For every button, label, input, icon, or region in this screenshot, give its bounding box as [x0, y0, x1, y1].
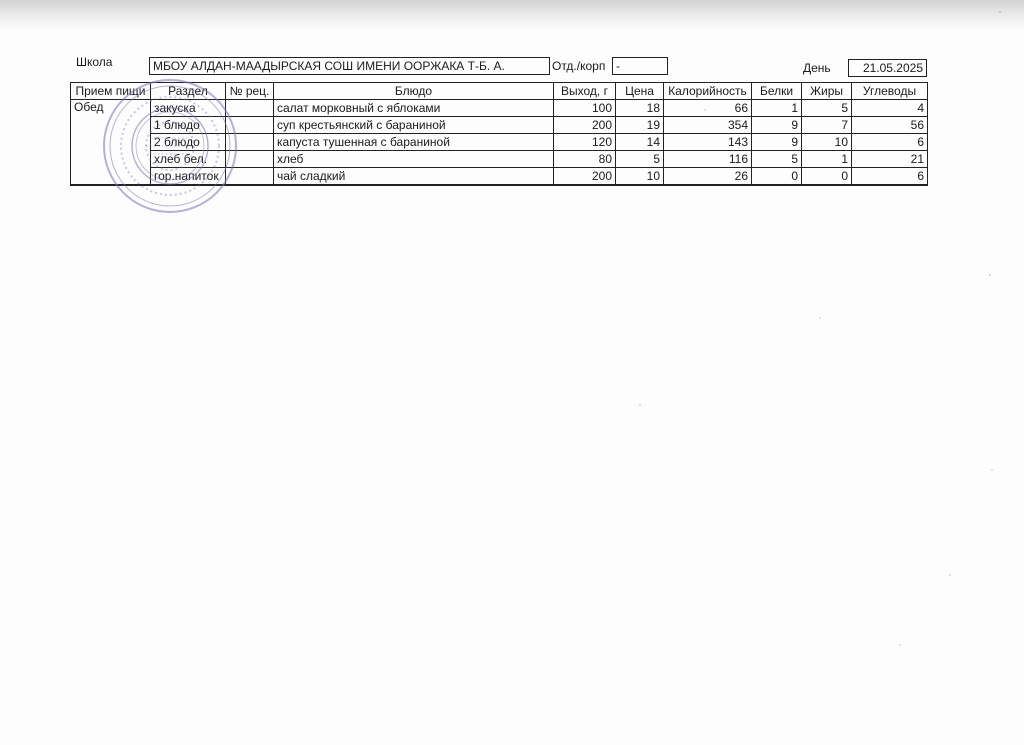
section-cell: 1 блюдо: [151, 117, 226, 134]
carbs-cell: 4: [852, 100, 928, 117]
table-row: [71, 151, 928, 168]
price-cell: 14: [616, 134, 664, 151]
col-header-dish: Блюдо: [274, 83, 554, 100]
price-cell: 19: [616, 117, 664, 134]
col-header-protein: Белки: [752, 83, 802, 100]
carbs-cell: 21: [852, 151, 928, 168]
dish-cell: капуста тушенная с бараниной: [274, 134, 554, 151]
price-cell: 10: [616, 168, 664, 186]
carbs-cell: 6: [852, 168, 928, 186]
carbs-cell: 6: [852, 134, 928, 151]
fat-cell: 5: [802, 100, 852, 117]
carbs-cell: 56: [852, 117, 928, 134]
section-cell: гор.напиток: [151, 168, 226, 186]
school-label: Школа: [76, 55, 113, 69]
dept-label: Отд./корп: [552, 59, 606, 73]
protein-cell: 9: [752, 134, 802, 151]
table-row: [71, 117, 928, 134]
day-label: День: [803, 61, 831, 75]
calories-cell: 143: [664, 134, 752, 151]
menu-table: [70, 82, 928, 186]
fat-cell: 10: [802, 134, 852, 151]
col-header-recipe: № рец.: [226, 83, 274, 100]
day-field: 21.05.2025: [848, 59, 927, 77]
section-cell: 2 блюдо: [151, 134, 226, 151]
protein-cell: 1: [752, 100, 802, 117]
col-header-carbs: Углеводы: [852, 83, 928, 100]
recipe-cell: [226, 168, 274, 186]
dish-cell: хлеб: [274, 151, 554, 168]
dish-cell: чай сладкий: [274, 168, 554, 186]
col-header-meal: Прием пищи: [71, 83, 151, 100]
table-header-row: [71, 83, 928, 100]
calories-cell: 26: [664, 168, 752, 186]
table-row: [71, 168, 928, 186]
protein-cell: 0: [752, 168, 802, 186]
recipe-cell: [226, 151, 274, 168]
col-header-yield: Выход, г: [554, 83, 616, 100]
section-cell: закуска: [151, 100, 226, 117]
fat-cell: 7: [802, 117, 852, 134]
fat-cell: 1: [802, 151, 852, 168]
col-header-section: Раздел: [151, 83, 226, 100]
protein-cell: 5: [752, 151, 802, 168]
scan-shadow: [0, 0, 1024, 30]
yield-cell: 100: [554, 100, 616, 117]
dept-field: -: [612, 57, 668, 75]
col-header-calories: Калорийность: [664, 83, 752, 100]
protein-cell: 9: [752, 117, 802, 134]
col-header-price: Цена: [616, 83, 664, 100]
dish-cell: салат морковный с яблоками: [274, 100, 554, 117]
price-cell: 5: [616, 151, 664, 168]
yield-cell: 200: [554, 117, 616, 134]
yield-cell: 80: [554, 151, 616, 168]
calories-cell: 116: [664, 151, 752, 168]
table-row: [71, 134, 928, 151]
recipe-cell: [226, 134, 274, 151]
school-field: МБОУ АЛДАН-МААДЫРСКАЯ СОШ ИМЕНИ ООРЖАКА Т-Б. А.: [149, 57, 550, 75]
recipe-cell: [226, 117, 274, 134]
table-row: [71, 100, 928, 117]
fat-cell: 0: [802, 168, 852, 186]
yield-cell: 200: [554, 168, 616, 186]
calories-cell: 66: [664, 100, 752, 117]
price-cell: 18: [616, 100, 664, 117]
yield-cell: 120: [554, 134, 616, 151]
dish-cell: суп крестьянский с бараниной: [274, 117, 554, 134]
col-header-fat: Жиры: [802, 83, 852, 100]
calories-cell: 354: [664, 117, 752, 134]
recipe-cell: [226, 100, 274, 117]
meal-cell: Обед: [71, 100, 151, 186]
section-cell: хлеб бел.: [151, 151, 226, 168]
